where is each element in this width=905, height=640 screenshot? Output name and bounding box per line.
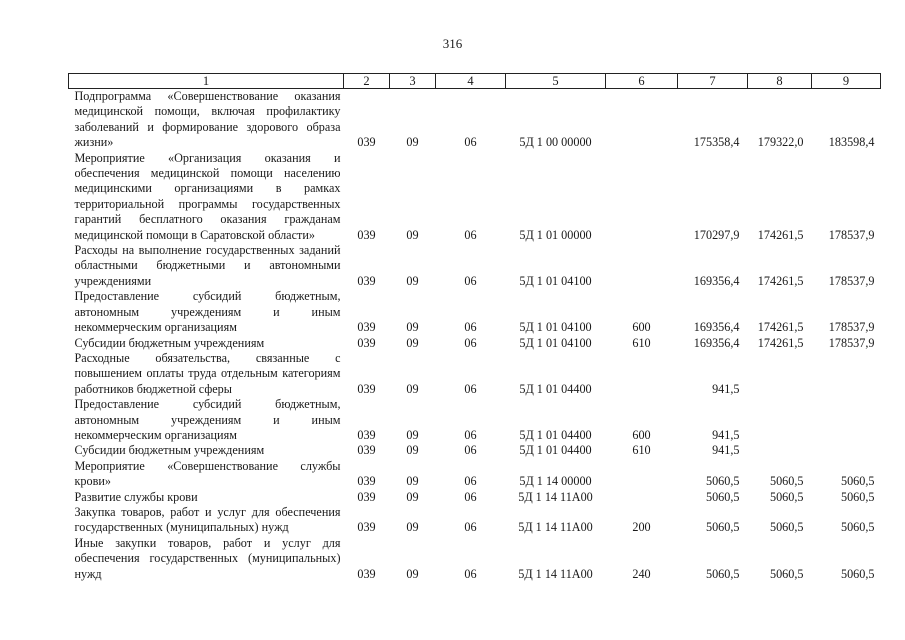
expense-type: 610 [632, 443, 651, 458]
amount-year-2: 174261,5 [757, 320, 804, 335]
amount-year-3: 178537,9 [828, 273, 875, 288]
column-header: 7 [678, 74, 748, 89]
table-row [69, 505, 881, 536]
expense-type [606, 151, 678, 243]
amount-year-2: 5060,5 [769, 474, 804, 489]
subsection-code: 06 [464, 381, 477, 396]
subsection-code: 06 [464, 227, 477, 242]
amount-year-3: 5060,5 [840, 489, 875, 504]
page-number: 316 [442, 36, 463, 51]
amount-year-3: 183598,4 [828, 135, 875, 150]
ministry-code: 039 [357, 335, 376, 350]
ministry-code: 039 [357, 427, 376, 442]
ministry-code: 039 [357, 227, 376, 242]
item-name: Развитие службы крови [74, 489, 198, 504]
ministry-code: 039 [357, 381, 376, 396]
expense-type: 240 [632, 566, 651, 581]
column-header: 2 [344, 74, 390, 89]
amount-year-2: 174261,5 [757, 335, 804, 350]
target-article: 5Д 1 01 04400 [519, 443, 592, 458]
column-header: 6 [606, 74, 678, 89]
target-article: 5Д 1 01 04100 [519, 273, 592, 288]
subsection-code: 06 [464, 566, 477, 581]
amount-year-3 [812, 351, 881, 397]
item-name: Подпрограмма «Совершенствование оказания медицинской помощи, включая профилактику заболеваний и формирование здорового образа жизни» [74, 89, 341, 150]
section-code: 09 [406, 227, 419, 242]
section-code: 09 [406, 566, 419, 581]
target-article: 5Д 1 14 11А00 [518, 520, 593, 535]
section-code: 09 [406, 489, 419, 504]
amount-year-3: 5060,5 [840, 474, 875, 489]
subsection-code: 06 [464, 520, 477, 535]
subsection-code: 06 [464, 427, 477, 442]
amount-year-2: 179322,0 [757, 135, 804, 150]
amount-year-2: 5060,5 [769, 520, 804, 535]
target-article: 5Д 1 14 00000 [519, 474, 592, 489]
item-name: Мероприятие «Совершенствование службы крови» [74, 458, 341, 489]
expense-type [606, 490, 678, 505]
item-name: Расходы на выполнение государственных заданий областными бюджетными и автономными учреждениями [74, 243, 341, 288]
expense-type [606, 351, 678, 397]
subsection-code: 06 [464, 273, 477, 288]
expense-type: 610 [632, 335, 651, 350]
ministry-code: 039 [357, 566, 376, 581]
ministry-code: 039 [357, 273, 376, 288]
table-row [69, 89, 881, 151]
section-code: 09 [406, 427, 419, 442]
table-row [69, 289, 881, 335]
table-row [69, 336, 881, 351]
section-code: 09 [406, 273, 419, 288]
amount-year-3: 5060,5 [840, 566, 875, 581]
amount-year-3: 178537,9 [828, 227, 875, 242]
section-code: 09 [406, 443, 419, 458]
amount-year-1: 5060,5 [705, 489, 740, 504]
column-header: 9 [812, 74, 881, 89]
target-article: 5Д 1 01 04100 [519, 335, 592, 350]
amount-year-3 [812, 397, 881, 443]
expense-type: 600 [632, 320, 651, 335]
target-article: 5Д 1 00 00000 [519, 135, 592, 150]
budget-table [68, 73, 881, 582]
amount-year-1: 941,5 [712, 427, 740, 442]
table-row [69, 490, 881, 505]
table-row [69, 351, 881, 397]
amount-year-1: 941,5 [712, 381, 740, 396]
table-row [69, 397, 881, 443]
column-header: 5 [506, 74, 606, 89]
item-name: Субсидии бюджетным учреждениям [74, 335, 265, 350]
expense-type [606, 243, 678, 289]
column-header: 3 [390, 74, 436, 89]
column-header: 4 [436, 74, 506, 89]
amount-year-1: 170297,9 [693, 227, 740, 242]
item-name: Субсидии бюджетным учреждениям [74, 443, 265, 458]
table-row [69, 536, 881, 582]
amount-year-2 [748, 443, 812, 458]
amount-year-3 [812, 443, 881, 458]
amount-year-2: 174261,5 [757, 227, 804, 242]
subsection-code: 06 [464, 335, 477, 350]
target-article: 5Д 1 01 04400 [519, 381, 592, 396]
target-article: 5Д 1 14 11А00 [518, 489, 593, 504]
ministry-code: 039 [357, 474, 376, 489]
target-article: 5Д 1 01 04100 [519, 320, 592, 335]
subsection-code: 06 [464, 443, 477, 458]
section-code: 09 [406, 520, 419, 535]
column-number-header [69, 74, 881, 89]
table-row [69, 443, 881, 458]
amount-year-3: 178537,9 [828, 335, 875, 350]
section-code: 09 [406, 335, 419, 350]
item-name: Мероприятие «Организация оказания и обеспечения медицинской помощи населению медицинскими организациями в рамках территориальной программы государственных гарантий бесплатного оказания гражданам медицинской помощи в Саратовской области» [74, 150, 341, 242]
item-name: Иные закупки товаров, работ и услуг для обеспечения государственных (муниципальных) нужд [74, 535, 341, 581]
amount-year-1: 5060,5 [705, 566, 740, 581]
amount-year-2: 174261,5 [757, 273, 804, 288]
table-row [69, 151, 881, 243]
section-code: 09 [406, 135, 419, 150]
section-code: 09 [406, 381, 419, 396]
amount-year-1: 169356,4 [693, 320, 740, 335]
ministry-code: 039 [357, 135, 376, 150]
amount-year-2 [748, 397, 812, 443]
amount-year-1: 941,5 [712, 443, 740, 458]
expense-type [606, 459, 678, 490]
amount-year-3: 178537,9 [828, 320, 875, 335]
amount-year-2 [748, 351, 812, 397]
amount-year-1: 5060,5 [705, 520, 740, 535]
column-header: 1 [69, 74, 344, 89]
amount-year-1: 169356,4 [693, 335, 740, 350]
ministry-code: 039 [357, 443, 376, 458]
column-header: 8 [748, 74, 812, 89]
amount-year-1: 175358,4 [693, 135, 740, 150]
amount-year-2: 5060,5 [769, 489, 804, 504]
target-article: 5Д 1 14 11А00 [518, 566, 593, 581]
expense-type [606, 89, 678, 151]
item-name: Закупка товаров, работ и услуг для обеспечения государственных (муниципальных) нужд [74, 504, 341, 535]
expense-type: 200 [632, 520, 651, 535]
ministry-code: 039 [357, 489, 376, 504]
amount-year-3: 5060,5 [840, 520, 875, 535]
subsection-code: 06 [464, 489, 477, 504]
amount-year-1: 5060,5 [705, 474, 740, 489]
item-name: Расходные обязательства, связанные с повышением оплаты труда отдельным категориям работников бюджетной сферы [74, 350, 341, 396]
item-name: Предоставление субсидий бюджетным, автономным учреждениям и иным некоммерческим организациям [74, 289, 341, 335]
subsection-code: 06 [464, 135, 477, 150]
table-row [69, 243, 881, 289]
ministry-code: 039 [357, 520, 376, 535]
ministry-code: 039 [357, 320, 376, 335]
section-code: 09 [406, 320, 419, 335]
target-article: 5Д 1 01 00000 [519, 227, 592, 242]
table-row [69, 459, 881, 490]
section-code: 09 [406, 474, 419, 489]
subsection-code: 06 [464, 320, 477, 335]
subsection-code: 06 [464, 474, 477, 489]
item-name: Предоставление субсидий бюджетным, автономным учреждениям и иным некоммерческим организациям [74, 397, 341, 442]
amount-year-1: 169356,4 [693, 273, 740, 288]
expense-type: 600 [632, 427, 651, 442]
target-article: 5Д 1 01 04400 [519, 427, 592, 442]
amount-year-2: 5060,5 [769, 566, 804, 581]
